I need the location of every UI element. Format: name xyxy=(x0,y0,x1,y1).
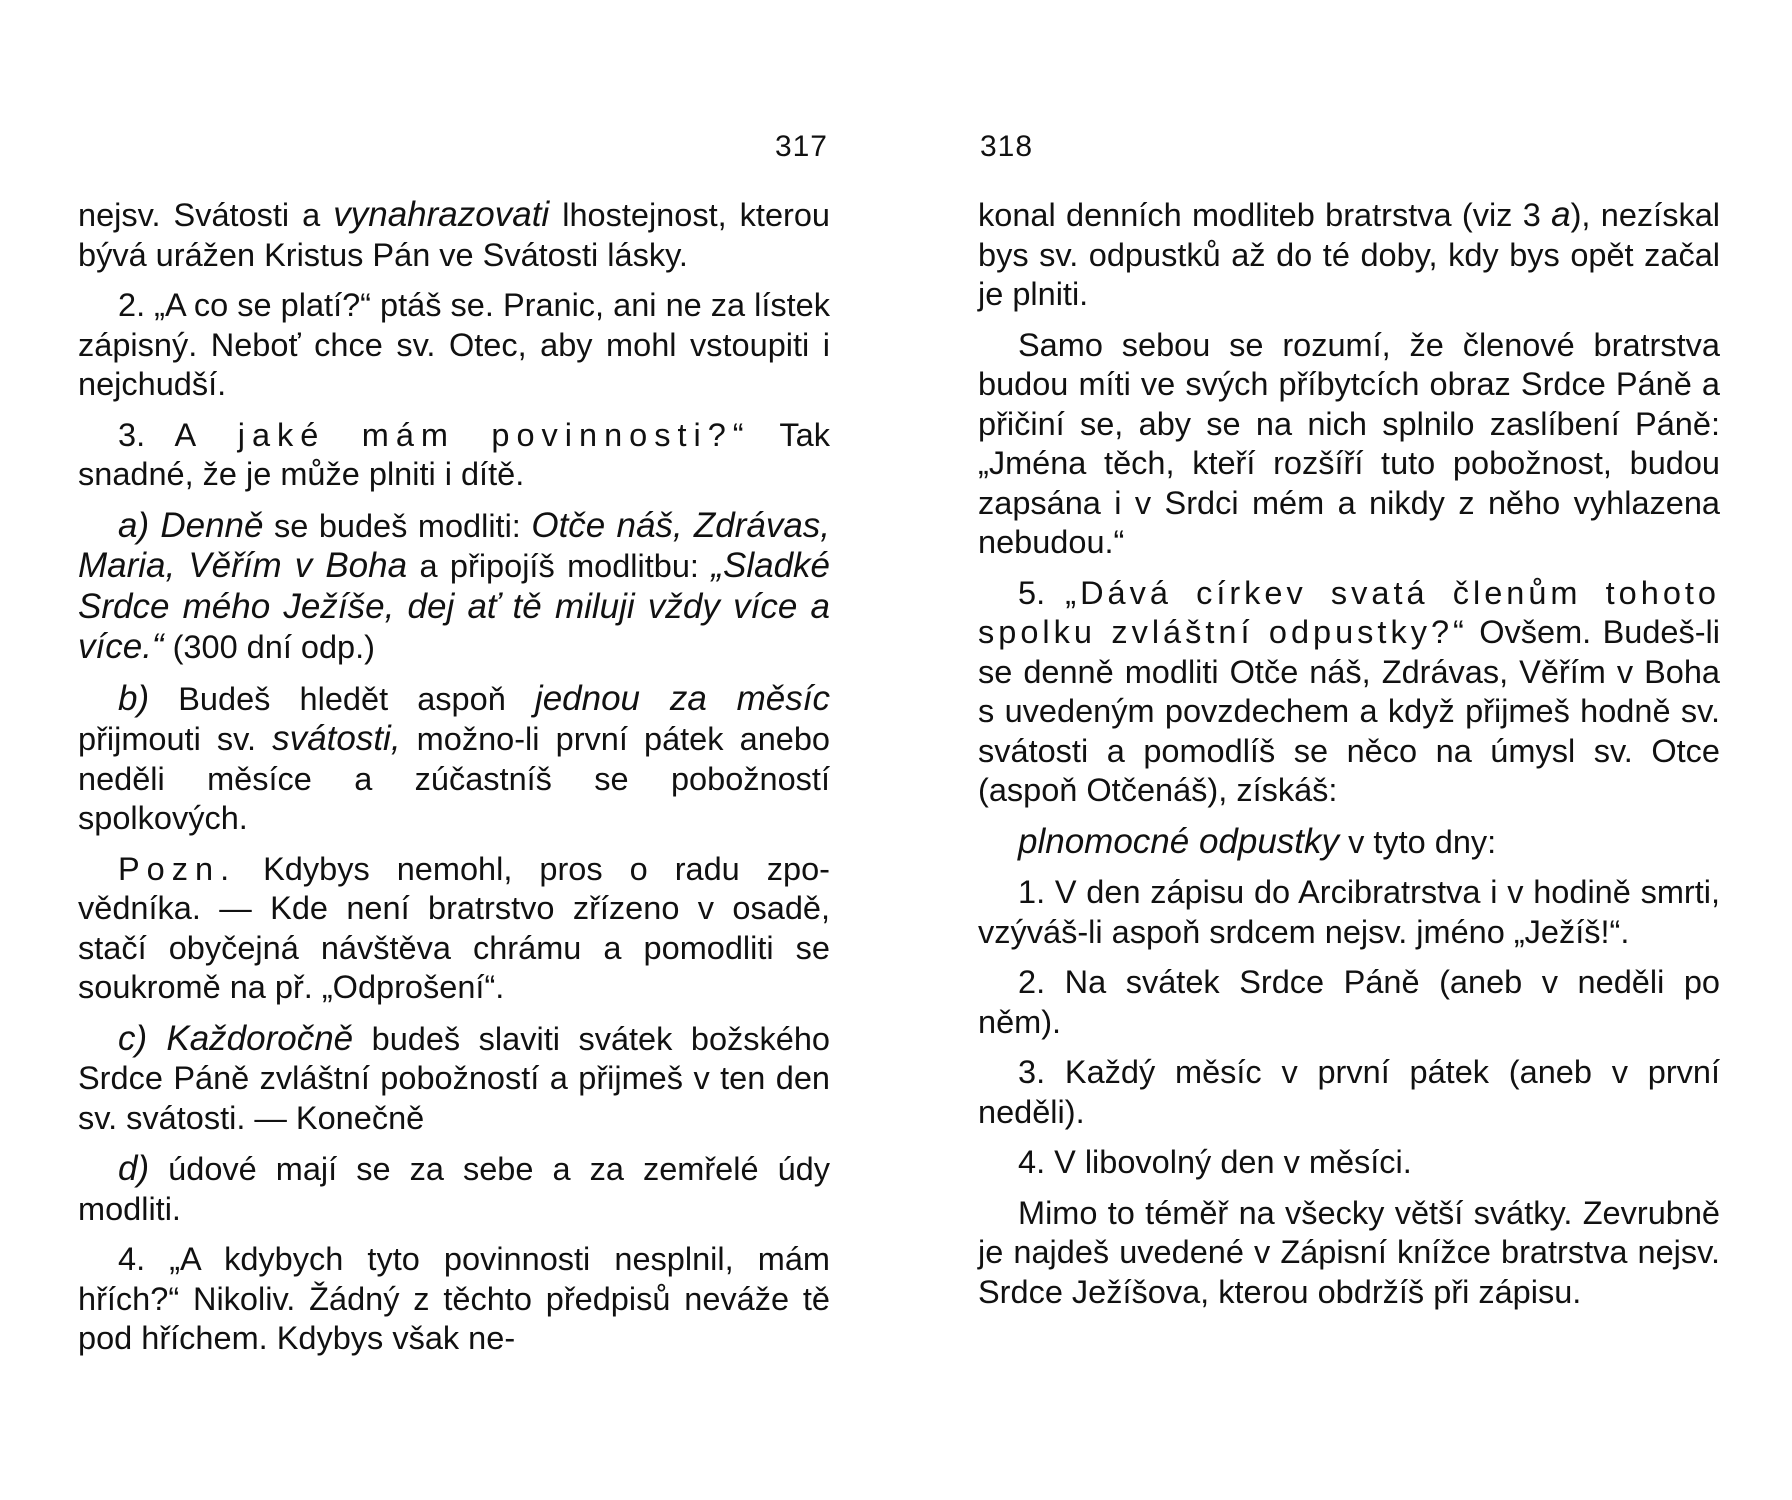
paragraph xyxy=(78,1240,830,1359)
emphasis-text: a) Denně xyxy=(118,505,264,545)
emphasis-text: Otče náš, Zdrávas, Maria, Věřím v Boha xyxy=(78,505,831,585)
emphasis-text: jednou za měsíc xyxy=(534,678,830,718)
emphasis-text: „Sladké Srdce mého Ježíše, dej ať tě miluji vždy více a více.“ xyxy=(78,546,831,666)
text-run: Budeš hledět aspoň xyxy=(149,680,535,717)
paragraph xyxy=(978,822,1720,863)
text-run: v tyto dny: xyxy=(1339,823,1497,860)
left-page-text xyxy=(78,195,830,1370)
paragraph xyxy=(978,1194,1720,1313)
paragraph xyxy=(978,574,1720,811)
text-run: 3. xyxy=(118,416,175,453)
text-run: 4. „A kdybych tyto povinnosti nesplnil, mám hřích?“ Nikoliv. Žádný z těchto předpisů neváže tě pod hříchem. Kdybys však ne- xyxy=(78,1241,830,1356)
text-run: 2. Na svátek Srdce Páně (aneb v neděli po něm). xyxy=(978,964,1720,1040)
emphasis-text: svátosti, xyxy=(272,719,401,758)
emphasis-text: c) Každoročně xyxy=(118,1018,354,1058)
paragraph xyxy=(78,416,830,495)
text-run: Kdybys nemohl, pros o radu zpovědníka. — Kde není bratrstvo zřízeno v osadě, stačí obyčejná návštěva chrámu a pomodliti se soukromě na př. „Odprošení“. xyxy=(78,850,830,1005)
text-run: Pozn. xyxy=(118,850,237,887)
text-run: přijmouti sv. xyxy=(78,721,273,757)
paragraph xyxy=(978,195,1720,315)
text-run: konal denních modliteb bratrstva (viz 3 xyxy=(978,197,1552,233)
text-run: a připojíš modlitbu: xyxy=(407,548,712,584)
text-run: 5. xyxy=(1018,574,1066,611)
paragraph xyxy=(978,873,1720,952)
emphasis-text: plnomocné odpustky xyxy=(1018,821,1340,861)
text-run: Samo sebou se rozumí, že členové bratrstva budou míti ve svých příbytcích obraz Srdce Páně a přičiní se, aby se na nich splnilo zaslíbení Páně: „Jména těch, kteří rozšíří tuto pobožnost, budou zapsána i v Srdci mém a nikdy z něho vyhlazena nebudou.“ xyxy=(978,326,1720,560)
paragraph xyxy=(78,679,830,839)
text-run: 2. „A co se platí?“ ptáš se. Pranic, ani ne za lístek zápisný. Neboť chce sv. Otec, aby mohl vstoupiti i nejchudší. xyxy=(78,287,830,402)
text-run: budeš slaviti svátek božského Srdce Páně zvláštní pobožností a přijmeš v ten den sv. svátosti. — Konečně xyxy=(78,1020,830,1136)
paragraph xyxy=(78,1019,830,1139)
text-run: se budeš modliti: xyxy=(263,507,532,544)
emphasis-text: d) xyxy=(118,1149,150,1188)
emphasis-text: a xyxy=(1551,195,1571,234)
text-run: 4. V libovolný den v měsíci. xyxy=(1018,1144,1412,1180)
text-run: nejsv. Svátosti a xyxy=(78,197,334,233)
paragraph xyxy=(978,1143,1720,1183)
paragraph xyxy=(978,326,1720,563)
paragraph xyxy=(78,506,830,668)
page-number-right: 318 xyxy=(980,130,1034,163)
text-run: A jaké mám povinnosti?“ xyxy=(174,416,751,453)
left-page xyxy=(78,0,830,1500)
emphasis-text: vynahrazovati xyxy=(333,195,550,234)
paragraph xyxy=(78,195,830,275)
text-run: Ovšem. Budeš-li se denně modliti Otče náš, Zdrávas, Věřím v Boha s uvedeným povzdechem a když přijmeš hodně sv. svátosti a pomodlíš se něco na úmysl sv. Otce (aspoň Otčenáš), získáš: xyxy=(978,614,1720,808)
emphasis-text: b) xyxy=(118,678,150,718)
paragraph xyxy=(978,963,1720,1042)
text-run: Mimo to téměř na všecky větší svátky. Zevrubně je najdeš uvedené v Zápisní knížce bratrstva nejsv. Srdce Ježíšova, kterou obdržíš při zápisu. xyxy=(978,1194,1720,1310)
text-run: „Dává církev svatá členům tohoto spolku zvláštní odpustky?“ xyxy=(978,574,1720,650)
page-number-left: 317 xyxy=(774,130,828,163)
text-run: ), nezískal bys sv. odpustků až do té doby, kdy bys opět začal je plniti. xyxy=(978,197,1721,312)
paragraph xyxy=(78,286,830,405)
text-run: 3. Každý měsíc v první pátek (aneb v první neděli). xyxy=(978,1054,1720,1130)
paragraph xyxy=(978,1053,1720,1132)
right-page xyxy=(978,0,1720,1500)
text-run: údové mají se za sebe a za zemřelé údy modliti. xyxy=(78,1151,830,1227)
right-page-text xyxy=(978,195,1720,1323)
text-run: možno-li první pátek anebo neděli měsíce a zúčastníš se pobožností spolkových. xyxy=(78,721,830,836)
text-run: 1. V den zápisu do Arcibratrstva i v hodině smrti, vzýváš-li aspoň srdcem nejsv. jméno „Ježíš!“. xyxy=(978,874,1720,950)
text-run: lhostejnost, kterou bývá urážen Kristus Pán ve Svátosti lásky. xyxy=(78,197,830,273)
text-run: Tak snadné, že je může plniti i dítě. xyxy=(78,416,830,492)
paragraph xyxy=(78,1149,830,1229)
paragraph xyxy=(78,850,830,1008)
text-run: (300 dní odp.) xyxy=(163,629,375,665)
